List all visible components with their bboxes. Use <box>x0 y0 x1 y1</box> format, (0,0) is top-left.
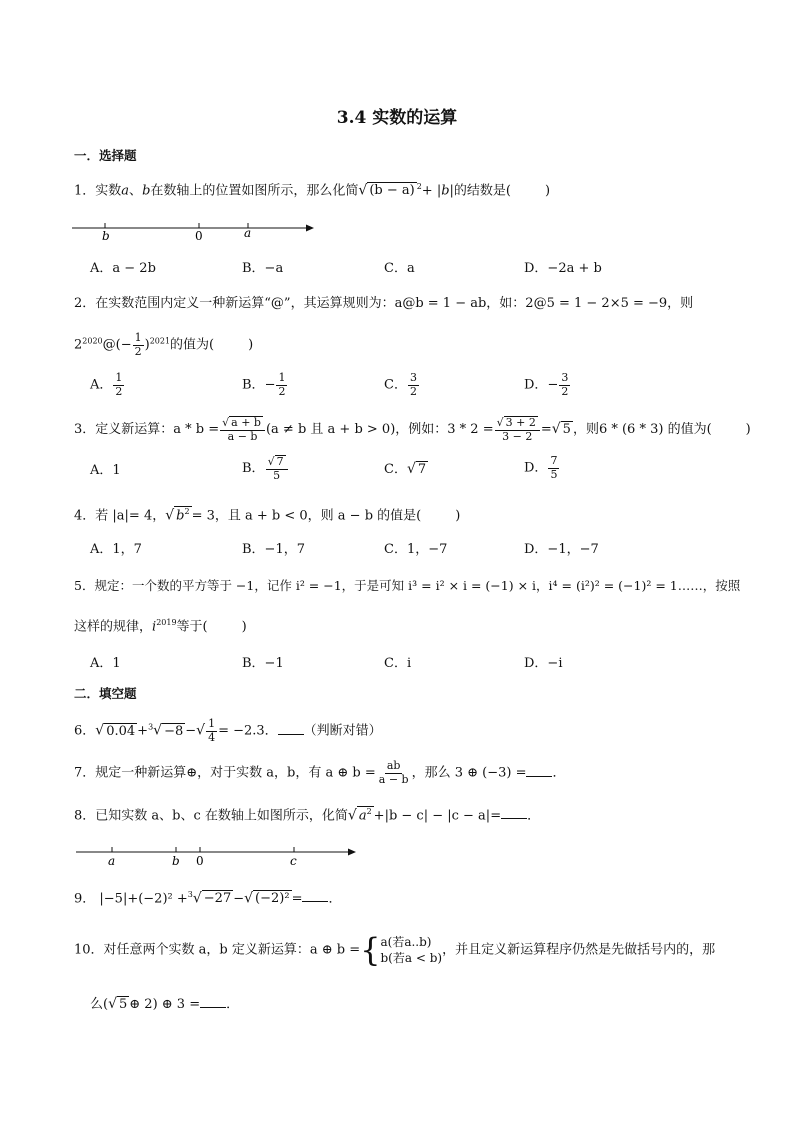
question-8: 8．已知实数 a、b、c 在数轴上如图所示，化简√ $a^2 +|b - c| - |c - a|=$ ． <box>74 807 541 824</box>
question-6: 6．√ 0.04 +$^3$√ −8 −√ $\frac{1}{4}$ = −2.3． （判断对错） <box>74 717 382 744</box>
question-2-line-2: $2^{2020}@(-$ $\frac{1}{2}$ )$^{2021}$的值为( ) <box>74 331 254 358</box>
option-d[interactable]: D．− $\frac{3}{2}$ <box>524 371 569 398</box>
option-a[interactable]: A． $\frac{1}{2}$ <box>90 371 123 398</box>
question-4: 4．若 |a|= 4，√ $b^2 = 3$，且 a + b < 0，则 a − b 的值是( ) <box>74 507 461 524</box>
option-a[interactable]: A．a − 2b <box>90 261 156 276</box>
question-2-line-1: 2．在实数范围内定义一种新运算“@”，其运算规则为：a@b = 1 − ab，如：2@5 = 1 − 2×5 = −9，则 <box>74 296 694 311</box>
question-10-line-1: 10．对任意两个实数 a，b 定义新运算：a ⊕ b ={ a(若a..b) b(若a < b) ，并且定义新运算程序仍然是先做括号内的，那 <box>74 931 716 970</box>
question-5-line-1: 5．规定：一个数的平方等于 −1，记作 i² = −1，于是可知 i³ = i² × i = (−1) × i，i⁴ = (i²)² = (−1)² = 1……，按照 <box>74 578 741 593</box>
axis-label-c: c <box>290 854 297 868</box>
option-b[interactable]: B．−1，7 <box>242 542 305 557</box>
option-d[interactable]: D．−2a + b <box>524 261 602 276</box>
axis-label-zero: 0 <box>195 229 203 243</box>
option-b[interactable]: B．−a <box>242 261 284 276</box>
axis-label-a: a <box>244 226 252 240</box>
option-c[interactable]: C． $\frac{3}{2}$ <box>384 371 417 398</box>
section-choice-heading: 一．选择题 <box>74 148 137 163</box>
number-line-q8 <box>76 842 361 872</box>
question-1: 1．实数a、b在数轴上的位置如图所示，那么化简√ (b − a) $^2$+ |b|的结数是( ) <box>74 182 551 199</box>
number-line-q1 <box>72 216 322 246</box>
answer-blank[interactable] <box>501 807 527 819</box>
answer-blank[interactable] <box>302 890 328 902</box>
radicand: (b − a) <box>369 183 415 199</box>
option-b[interactable]: B．− $\frac{1}{2}$ <box>242 371 286 398</box>
question-9: 9． |−5|+(−2)² +$^3$√ −27 −√ (−2)² = ． <box>74 890 342 907</box>
axis-label-b: b <box>102 229 110 243</box>
option-b[interactable]: B． $\frac{√ 7}{5}$ <box>242 455 289 482</box>
question-7: 7．规定一种新运算⊕，对于实数 a，b，有 a ⊕ b = $\frac{ab}{a - b}$ ，那么 3 ⊕ (−3) = ． <box>74 759 566 786</box>
option-d[interactable]: D．−1，−7 <box>524 542 599 557</box>
option-c[interactable]: C．√ 7 <box>384 461 427 477</box>
axis-label-b: b <box>172 854 180 868</box>
question-10-line-2: 么(√ 5 ⊕ 2) ⊕ 3 = ． <box>90 996 240 1012</box>
option-c[interactable]: C．i <box>384 656 412 671</box>
option-a[interactable]: A．1 <box>90 656 121 671</box>
answer-blank[interactable] <box>200 996 226 1008</box>
question-5-line-2: 这样的规律，$i^{2019}$等于( ) <box>74 618 247 635</box>
option-a[interactable]: A．1 <box>90 463 121 478</box>
question-3: 3．定义新运算：a * b = $\frac{√ a + b}{a - b}$ (a ≠ b 且 a + b > 0)，例如：3 * 2 = $\frac{√ 3 + 2}{3 - 2}$ =√ 5 ，则6 * (6 * 3) 的值为( ) <box>74 416 751 443</box>
axis-label-a: a <box>108 854 116 868</box>
answer-blank[interactable] <box>278 723 304 735</box>
page-title: 3.4 实数的运算 <box>336 108 458 128</box>
option-d[interactable]: D．−i <box>524 656 563 671</box>
answer-blank[interactable] <box>526 765 552 777</box>
axis-label-zero: 0 <box>196 854 204 868</box>
section-fill-heading: 二．填空题 <box>74 686 137 701</box>
option-c[interactable]: C．1，−7 <box>384 542 448 557</box>
option-a[interactable]: A．1，7 <box>90 542 142 557</box>
option-b[interactable]: B．−1 <box>242 656 284 671</box>
option-c[interactable]: C．a <box>384 261 415 276</box>
option-d[interactable]: D． $\frac{7}{5}$ <box>524 454 558 481</box>
